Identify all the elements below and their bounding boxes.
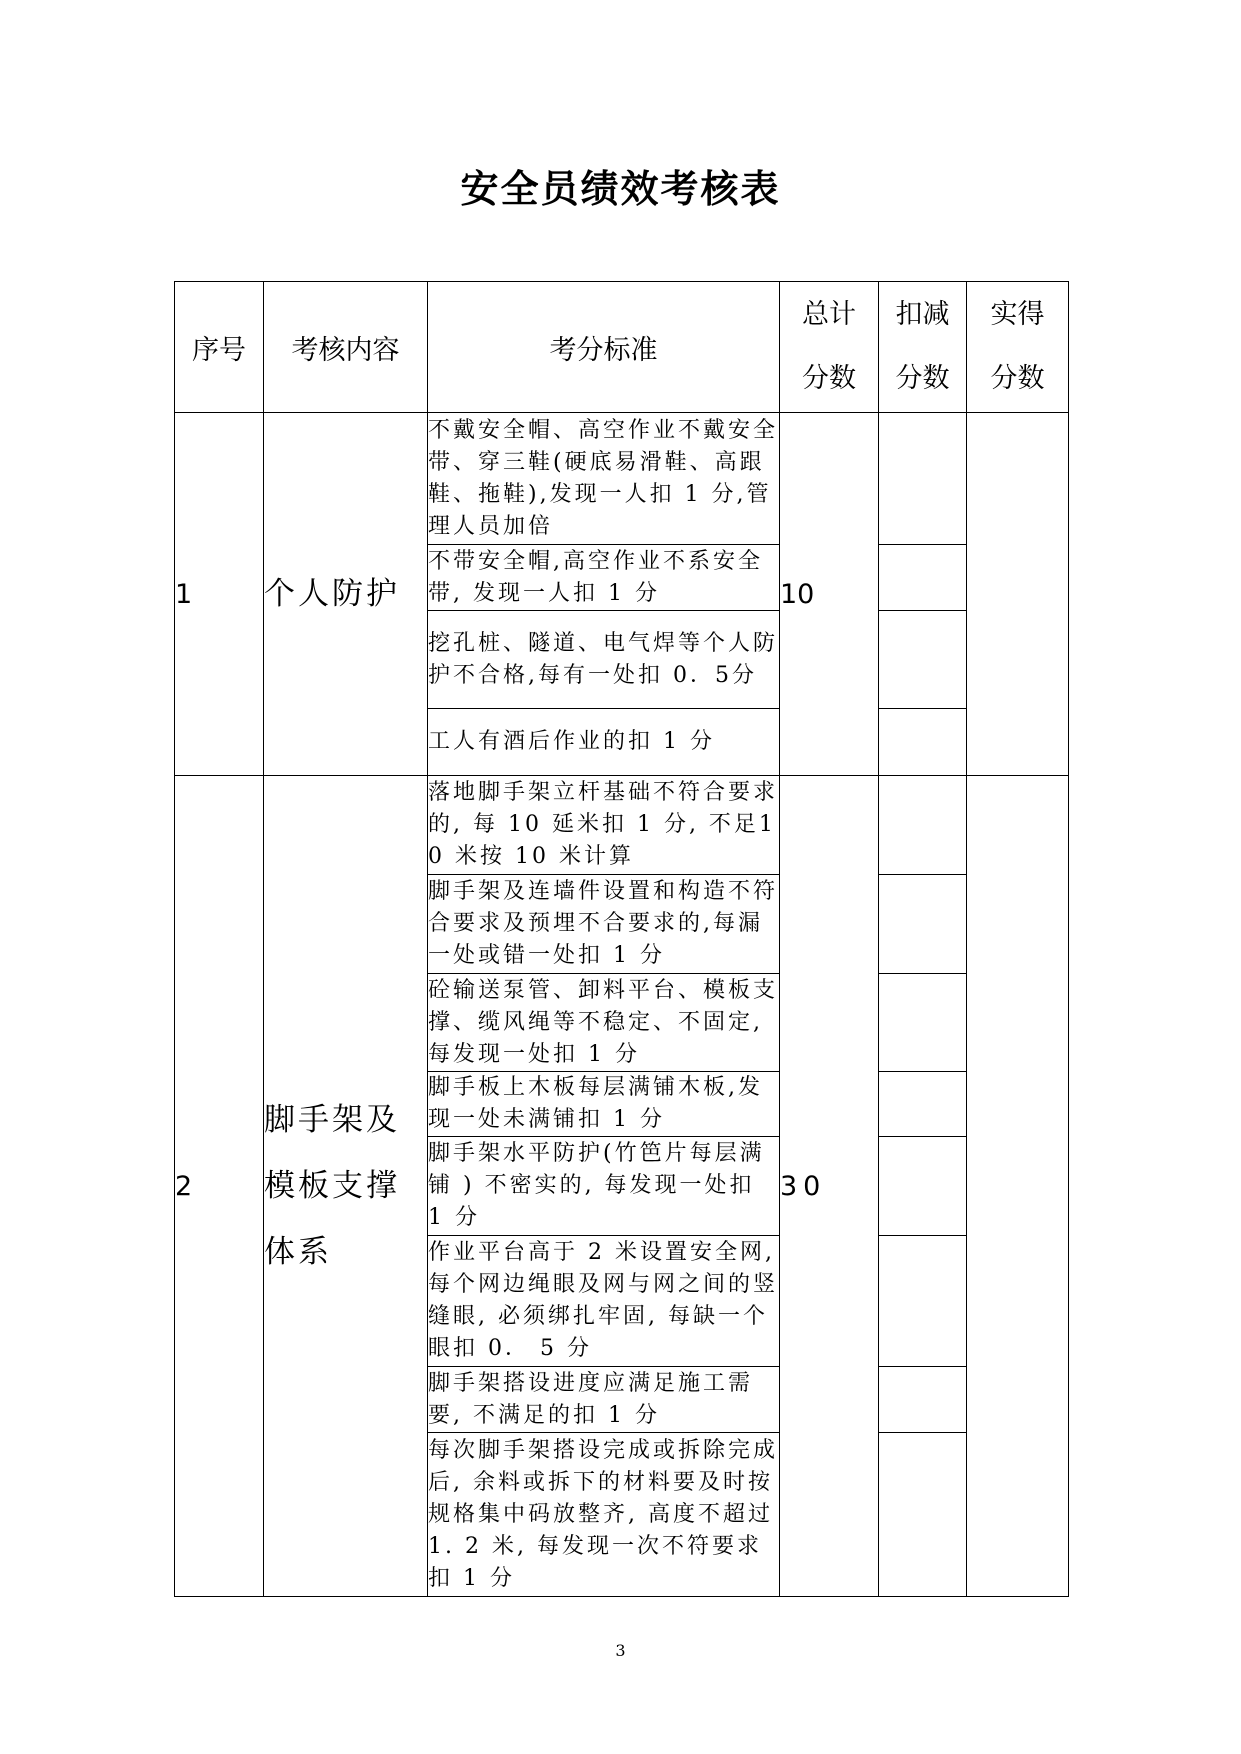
header-deduct-line2: 分数	[895, 363, 950, 394]
header-actual-line2: 分数	[990, 363, 1045, 394]
criterion-cell: 落地脚手架立杆基础不符合要求的, 每 10 延米扣 1 分, 不足10 米按 10 米计算	[428, 776, 780, 875]
header-actual-line1: 实得	[990, 299, 1045, 330]
header-deduct-line1: 扣减	[895, 299, 950, 330]
deduct-score-cell[interactable]	[879, 611, 967, 709]
deduct-score-cell[interactable]	[879, 545, 967, 611]
deduct-score-cell[interactable]	[879, 875, 967, 974]
table-row	[175, 413, 1069, 545]
criterion-cell: 脚手架及连墙件设置和构造不符合要求及预埋不合要求的,每漏一处或错一处扣 1 分	[428, 875, 780, 974]
header-total	[780, 282, 879, 413]
deduct-score-cell[interactable]	[879, 974, 967, 1072]
header-content: 考核内容	[264, 282, 428, 413]
criterion-cell: 脚手架搭设进度应满足施工需要, 不满足的扣 1 分	[428, 1367, 780, 1433]
deduct-score-cell[interactable]	[879, 709, 967, 776]
deduct-score-cell[interactable]	[879, 1137, 967, 1236]
header-seq: 序号	[175, 282, 264, 413]
criterion-cell: 作业平台高于 2 米设置安全网,每个网边绳眼及网与网之间的竖缝眼, 必须绑扎牢固, 每缺一个眼扣 0． 5 分	[428, 1236, 780, 1367]
header-actual	[967, 282, 1069, 413]
table-header-row	[175, 282, 1069, 413]
page-number: 3	[615, 1641, 626, 1660]
criterion-cell: 不带安全帽,高空作业不系安全带, 发现一人扣 1 分	[428, 545, 780, 611]
section-total-score: 10	[780, 413, 879, 776]
deduct-score-cell[interactable]	[879, 413, 967, 545]
actual-score-cell[interactable]	[967, 413, 1069, 776]
criterion-cell: 挖孔桩、隧道、电气焊等个人防护不合格,每有一处扣 0．5分	[428, 611, 780, 709]
table-row	[175, 776, 1069, 875]
deduct-score-cell[interactable]	[879, 1236, 967, 1367]
section-seq: 1	[175, 413, 264, 776]
section-total-score: 30	[780, 776, 879, 1597]
document-title: 安全员绩效考核表	[460, 167, 781, 211]
header-deduct	[879, 282, 967, 413]
section-content: 个人防护	[264, 413, 428, 776]
deduct-score-cell[interactable]	[879, 776, 967, 875]
criterion-cell: 每次脚手架搭设完成或拆除完成后, 余料或拆下的材料要及时按规格集中码放整齐, 高度不超过 1. 2 米, 每发现一次不符要求扣 1 分	[428, 1433, 780, 1597]
deduct-score-cell[interactable]	[879, 1072, 967, 1137]
section-content: 脚手架及模板支撑体系	[264, 776, 428, 1597]
header-total-line1: 总计	[802, 299, 856, 330]
criterion-cell: 工人有酒后作业的扣 1 分	[428, 709, 780, 776]
criterion-cell: 脚手架水平防护(竹笆片每层满铺 ) 不密实的, 每发现一处扣 1 分	[428, 1137, 780, 1236]
header-standard: 考分标准	[428, 282, 780, 413]
deduct-score-cell[interactable]	[879, 1433, 967, 1597]
criterion-cell: 砼输送泵管、卸料平台、模板支撑、缆风绳等不稳定、不固定, 每发现一处扣 1 分	[428, 974, 780, 1072]
criterion-cell: 脚手板上木板每层满铺木板,发现一处未满铺扣 1 分	[428, 1072, 780, 1137]
header-total-line2: 分数	[802, 363, 856, 394]
actual-score-cell[interactable]	[967, 776, 1069, 1597]
assessment-table	[174, 281, 1069, 1597]
criterion-cell: 不戴安全帽、高空作业不戴安全带、穿三鞋(硬底易滑鞋、高跟鞋、拖鞋),发现一人扣 1 分,管理人员加倍	[428, 413, 780, 545]
deduct-score-cell[interactable]	[879, 1367, 967, 1433]
section-seq: 2	[175, 776, 264, 1597]
